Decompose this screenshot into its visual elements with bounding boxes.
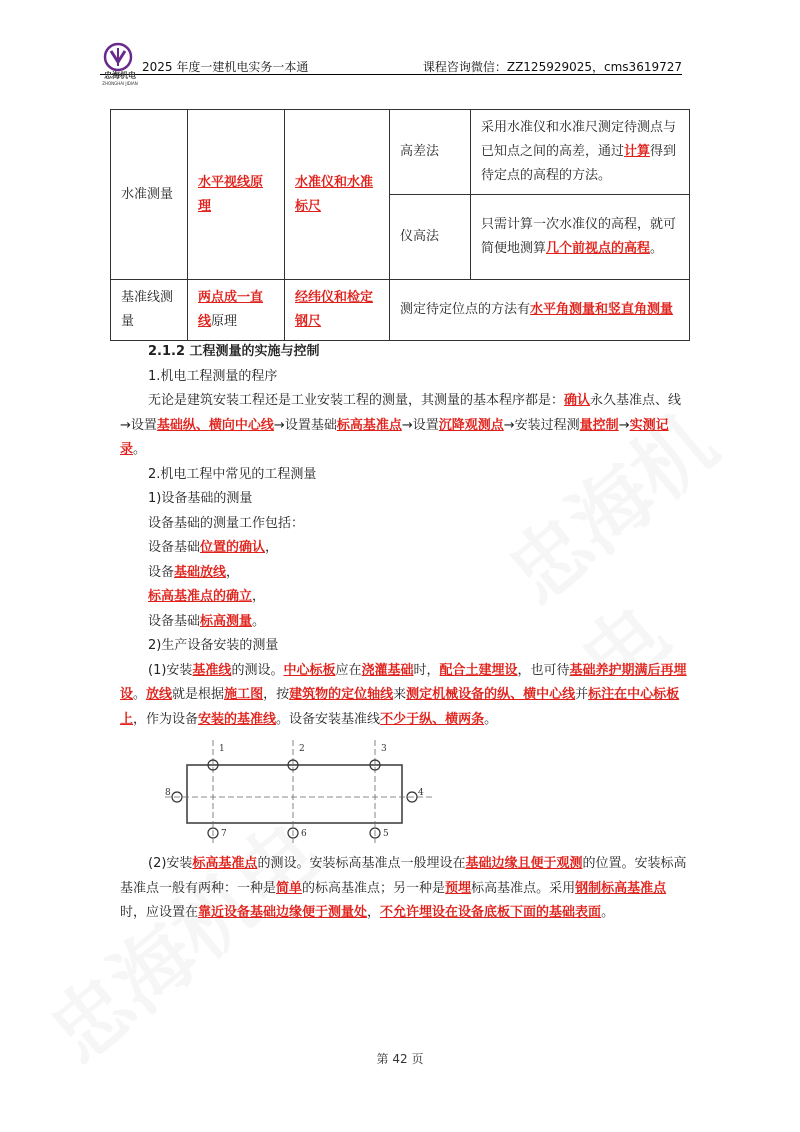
table-cell: 水平视线原理 — [188, 110, 285, 280]
table-cell: 高差法 — [390, 110, 471, 195]
doc-title: 2025 年度一建机电实务一本通 — [142, 60, 309, 74]
figure-label: 6 — [301, 829, 307, 839]
table-cell: 采用水准仪和水准尺测定待测点与已知点之间的高差，通过计算得到待定点的高程的方法。 — [471, 110, 690, 195]
figure-label: 3 — [381, 744, 387, 754]
paragraph: 设备基础标高测量。 — [148, 613, 266, 629]
table-cell: 经纬仪和检定钢尺 — [285, 280, 390, 341]
measurement-table — [110, 109, 690, 341]
paragraph: 1)设备基础的测量 — [148, 491, 253, 506]
paragraph: (2)安装标高基准点的测设。安装标高基准点一般埋设在基础边缘且便于观测的位置。安装标高基准点一般有两种：一种是简单的标高基准点；另一种是预埋标高基准点。采用钢制标高基准点时，应设置在靠近设备基础边缘便于测量处，不允许埋设在设备底板下面的基础表面。 — [120, 856, 687, 920]
figure-label: 7 — [221, 829, 227, 839]
table-cell: 水准仪和水准标尺 — [285, 110, 390, 280]
company-logo-icon — [103, 42, 133, 72]
table-cell: 只需计算一次水准仪的高程，就可简便地测算几个前视点的高程。 — [471, 195, 690, 280]
paragraph: (1)安装基准线的测设。中心标板应在浇灌基础时，配合土建埋设，也可待基础养护期满后再埋设。放线就是根据施工图，按建筑物的定位轴线来测定机械设备的纵、横中心线并标注在中心标板上，作为设备安装的基准线。设备安装基准线不少于纵、横两条。 — [120, 662, 687, 727]
paragraph: 无论是建筑安装工程还是工业安装工程的测量，其测量的基本程序都是：确认永久基准点、线→设置基础纵、横向中心线→设置基础标高基准点→设置沉降观测点→安装过程测量控制→实测记录。 — [120, 393, 682, 457]
section-heading: 2.1.2 工程测量的实施与控制 — [148, 344, 320, 359]
baseline-diagram — [165, 735, 435, 845]
page-number: 第 42 页 — [376, 1052, 424, 1066]
page-header — [100, 40, 682, 86]
paragraph: 设备基础位置的确认， — [148, 540, 279, 555]
figure-label: 4 — [418, 788, 424, 798]
foundation-rect — [187, 765, 402, 823]
logo-text: 忠海机电 ZHONGHAI JIDIAN — [102, 71, 138, 86]
main-content — [120, 340, 688, 732]
paragraph: 2)生产设备安装的测量 — [148, 638, 279, 653]
figure-label: 2 — [299, 744, 305, 754]
paragraph: 标高基准点的确立， — [148, 589, 266, 604]
table-cell: 仪高法 — [390, 195, 471, 280]
content-after-figure — [120, 852, 688, 926]
figure-label: 1 — [219, 744, 225, 754]
table-cell: 水准测量 — [111, 110, 188, 280]
paragraph: 设备基础放线， — [148, 564, 240, 580]
paragraph: 设备基础的测量工作包括： — [148, 515, 305, 531]
paragraph: 1.机电工程测量的程序 — [148, 368, 278, 384]
paragraph: 2.机电工程中常见的工程测量 — [148, 466, 317, 482]
figure-label: 8 — [165, 788, 171, 798]
contact-info: 课程咨询微信：ZZ125929025，cms3619727 — [422, 60, 682, 74]
figure-label: 5 — [383, 829, 389, 839]
table-cell: 测定待定位点的方法有水平角测量和竖直角测量 — [390, 280, 690, 341]
table-cell: 基准线测量 — [111, 280, 188, 341]
table-cell: 两点成一直线原理 — [188, 280, 285, 341]
